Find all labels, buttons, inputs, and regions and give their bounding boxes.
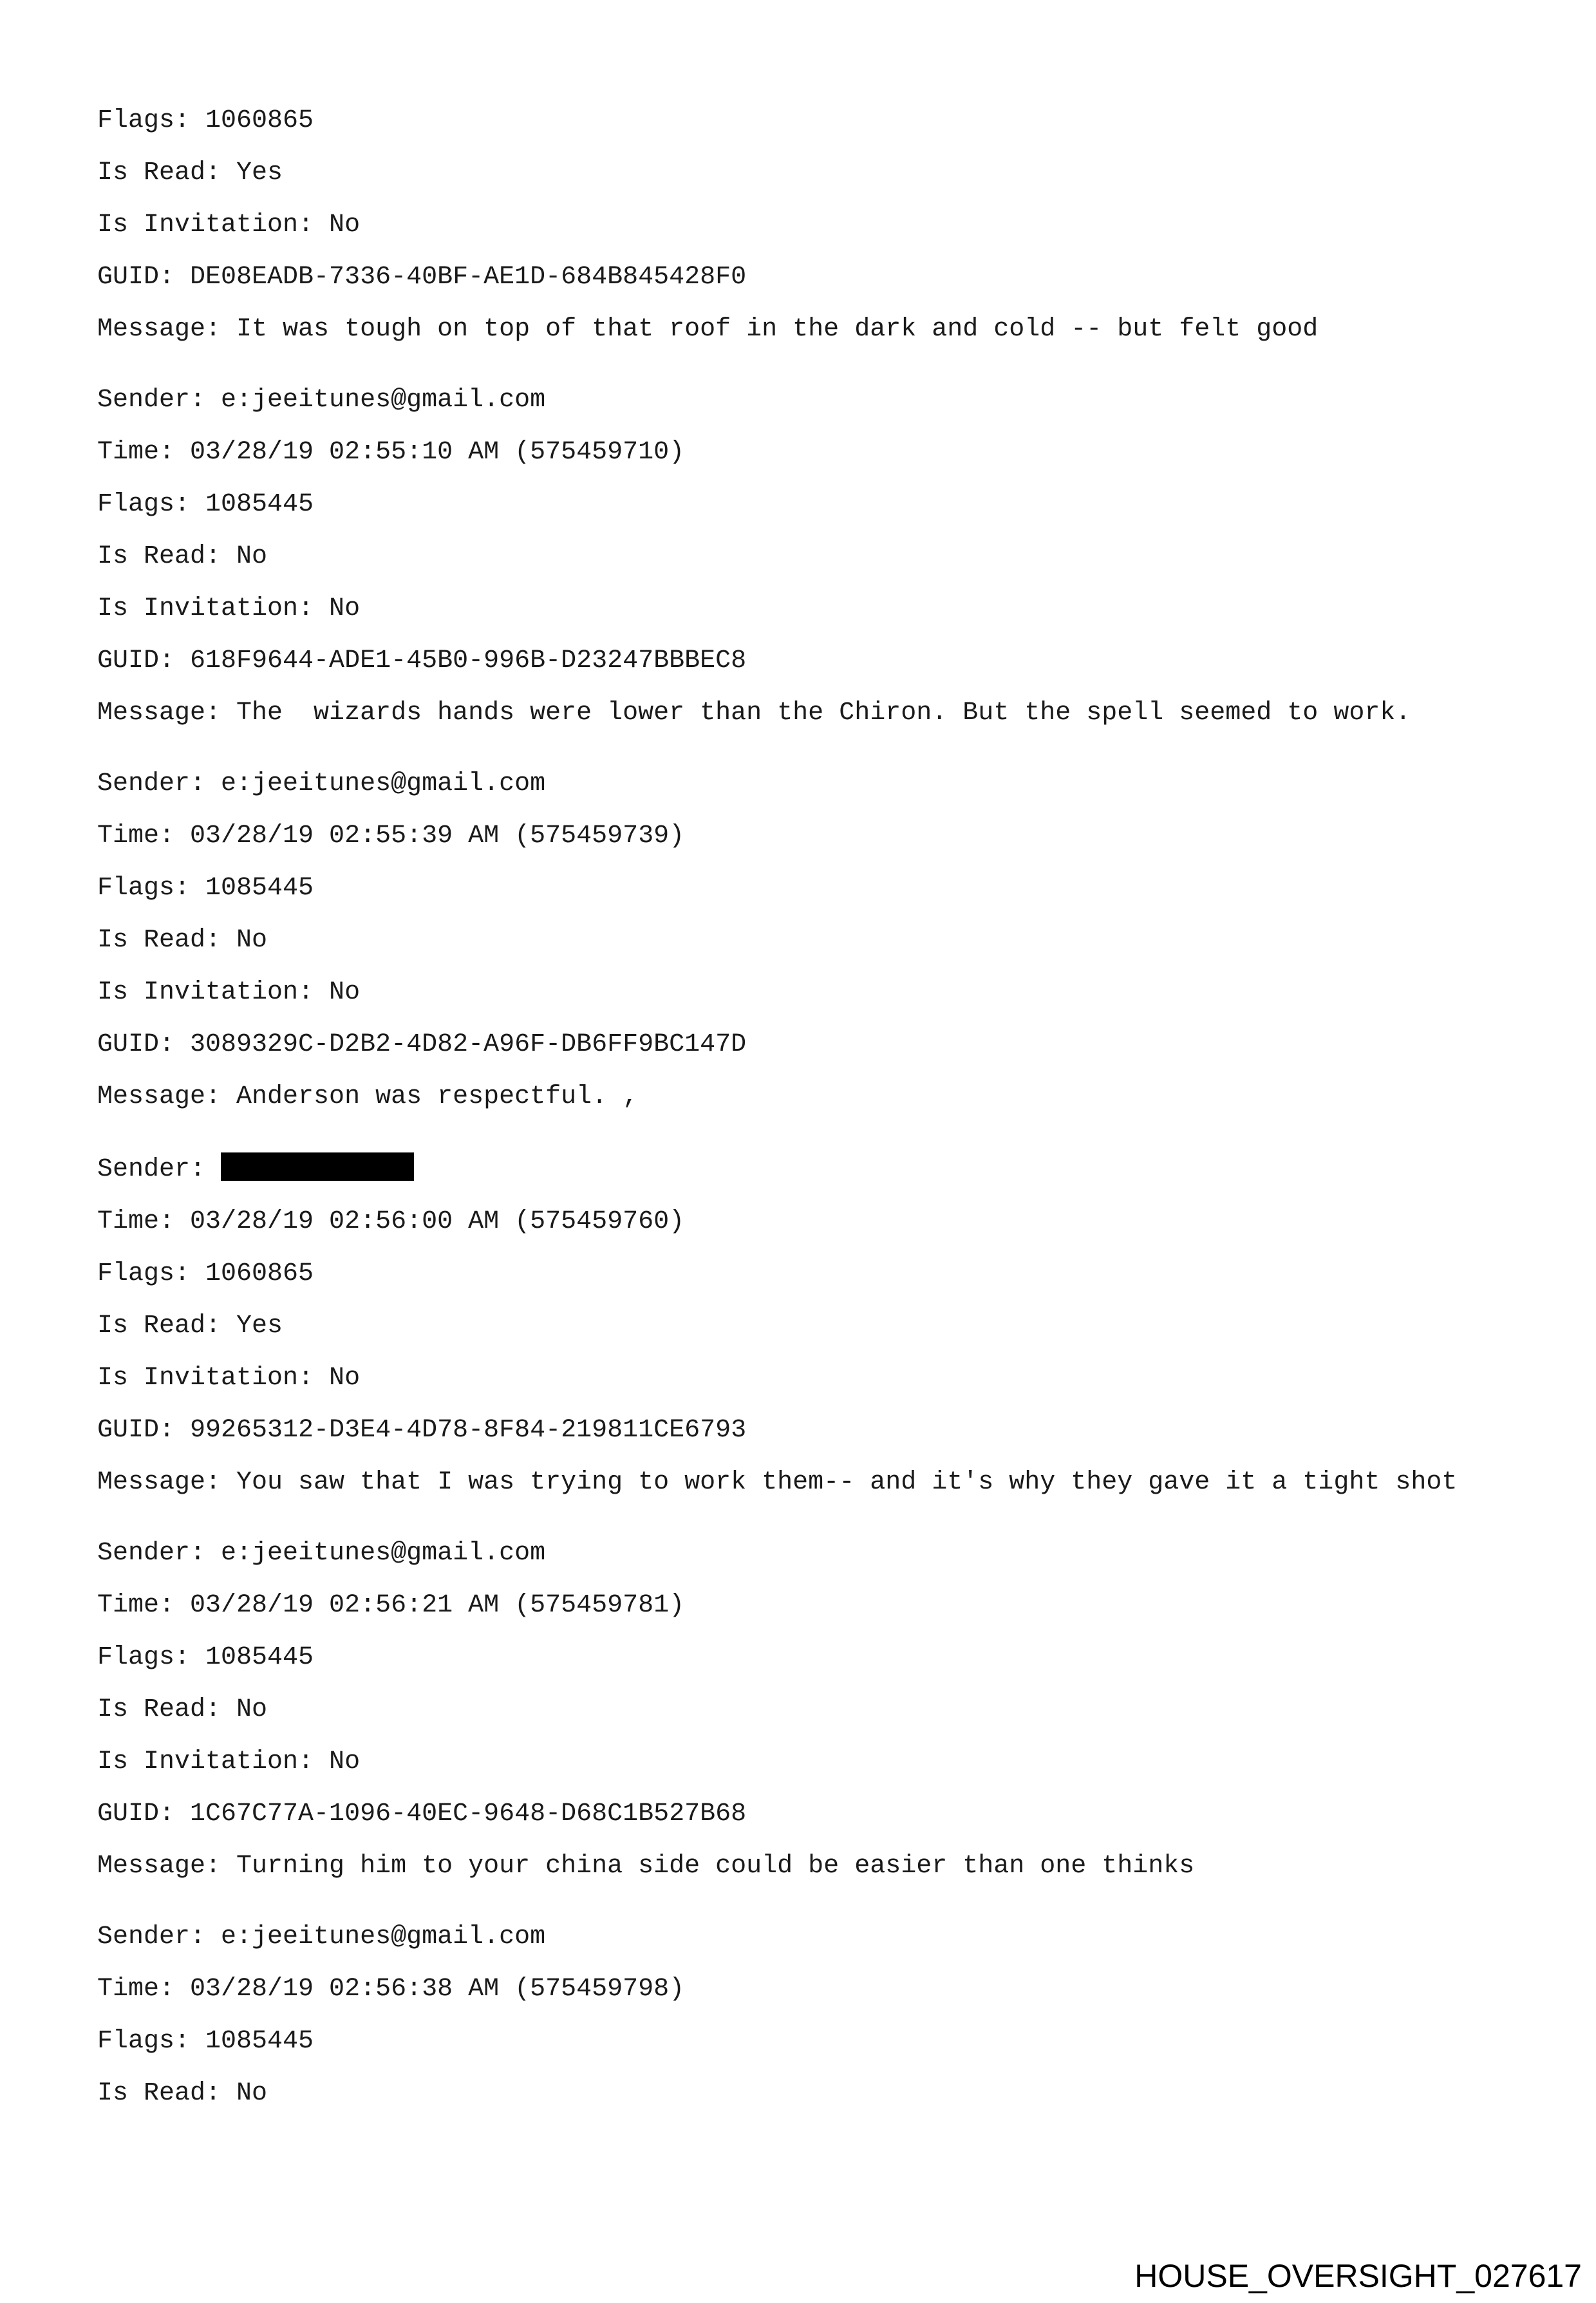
time-field: Time: 03/28/19 02:55:10 AM (575459710) (97, 438, 685, 467)
flags-field: Flags: 1085445 (97, 874, 314, 903)
flags-field: Flags: 1060865 (97, 1259, 314, 1288)
is-read-field: Is Read: No (97, 2079, 268, 2108)
time-field: Time: 03/28/19 02:56:21 AM (575459781) (97, 1591, 685, 1620)
is-read-field: Is Read: Yes (97, 1311, 283, 1340)
message-record (97, 385, 1501, 729)
message-field: Message: You saw that I was trying to work them-- and it's why they gave it a tight shot (97, 1468, 1458, 1497)
message-record (97, 1922, 1501, 2109)
flags-field: Flags: 1060865 (97, 106, 314, 135)
message-field: Message: Turning him to your china side could be easier than one thinks (97, 1852, 1195, 1881)
is-invitation-field: Is Invitation: No (97, 594, 361, 623)
guid-field: GUID: 618F9644-ADE1-45B0-996B-D23247BBBEC8 (97, 646, 747, 675)
sender-field: Sender: e:jeeitunes@gmail.com (97, 769, 546, 798)
guid-field: GUID: DE08EADB-7336-40BF-AE1D-684B845428F0 (97, 263, 747, 292)
guid-field: GUID: 99265312-D3E4-4D78-8F84-219811CE6793 (97, 1416, 747, 1445)
time-field: Time: 03/28/19 02:56:38 AM (575459798) (97, 1975, 685, 2004)
flags-field: Flags: 1085445 (97, 2027, 314, 2056)
redaction-box (221, 1152, 414, 1181)
is-read-field: Is Read: Yes (97, 158, 283, 187)
time-field: Time: 03/28/19 02:55:39 AM (575459739) (97, 822, 685, 851)
message-field: Message: It was tough on top of that roof in the dark and cold -- but felt good (97, 315, 1319, 344)
message-record (97, 1538, 1501, 1882)
sender-label: Sender: (97, 1155, 206, 1184)
message-record (97, 769, 1501, 1113)
message-log (97, 106, 1501, 2130)
flags-field: Flags: 1085445 (97, 490, 314, 519)
sender-field: Sender: e:jeeitunes@gmail.com (97, 386, 546, 415)
bates-number: HOUSE_OVERSIGHT_027617 (1134, 2258, 1582, 2294)
guid-field: GUID: 3089329C-D2B2-4D82-A96F-DB6FF9BC147D (97, 1030, 747, 1059)
is-invitation-field: Is Invitation: No (97, 211, 361, 240)
sender-field: Sender: e:jeeitunes@gmail.com (97, 1539, 546, 1568)
message-record (97, 106, 1501, 345)
is-invitation-field: Is Invitation: No (97, 978, 361, 1007)
sender-field: Sender: e:jeeitunes@gmail.com (97, 1922, 546, 1951)
is-invitation-field: Is Invitation: No (97, 1364, 361, 1393)
message-field: Message: The wizards hands were lower than the Chiron. But the spell seemed to work. (97, 699, 1411, 728)
is-read-field: Is Read: No (97, 1695, 268, 1724)
time-field: Time: 03/28/19 02:56:00 AM (575459760) (97, 1207, 685, 1236)
is-read-field: Is Read: No (97, 926, 268, 955)
is-invitation-field: Is Invitation: No (97, 1747, 361, 1776)
flags-field: Flags: 1085445 (97, 1643, 314, 1672)
message-record (97, 1152, 1501, 1498)
is-read-field: Is Read: No (97, 542, 268, 571)
message-field: Message: Anderson was respectful. , (97, 1082, 639, 1111)
sender-field (97, 1152, 1501, 1185)
guid-field: GUID: 1C67C77A-1096-40EC-9648-D68C1B527B68 (97, 1800, 747, 1828)
